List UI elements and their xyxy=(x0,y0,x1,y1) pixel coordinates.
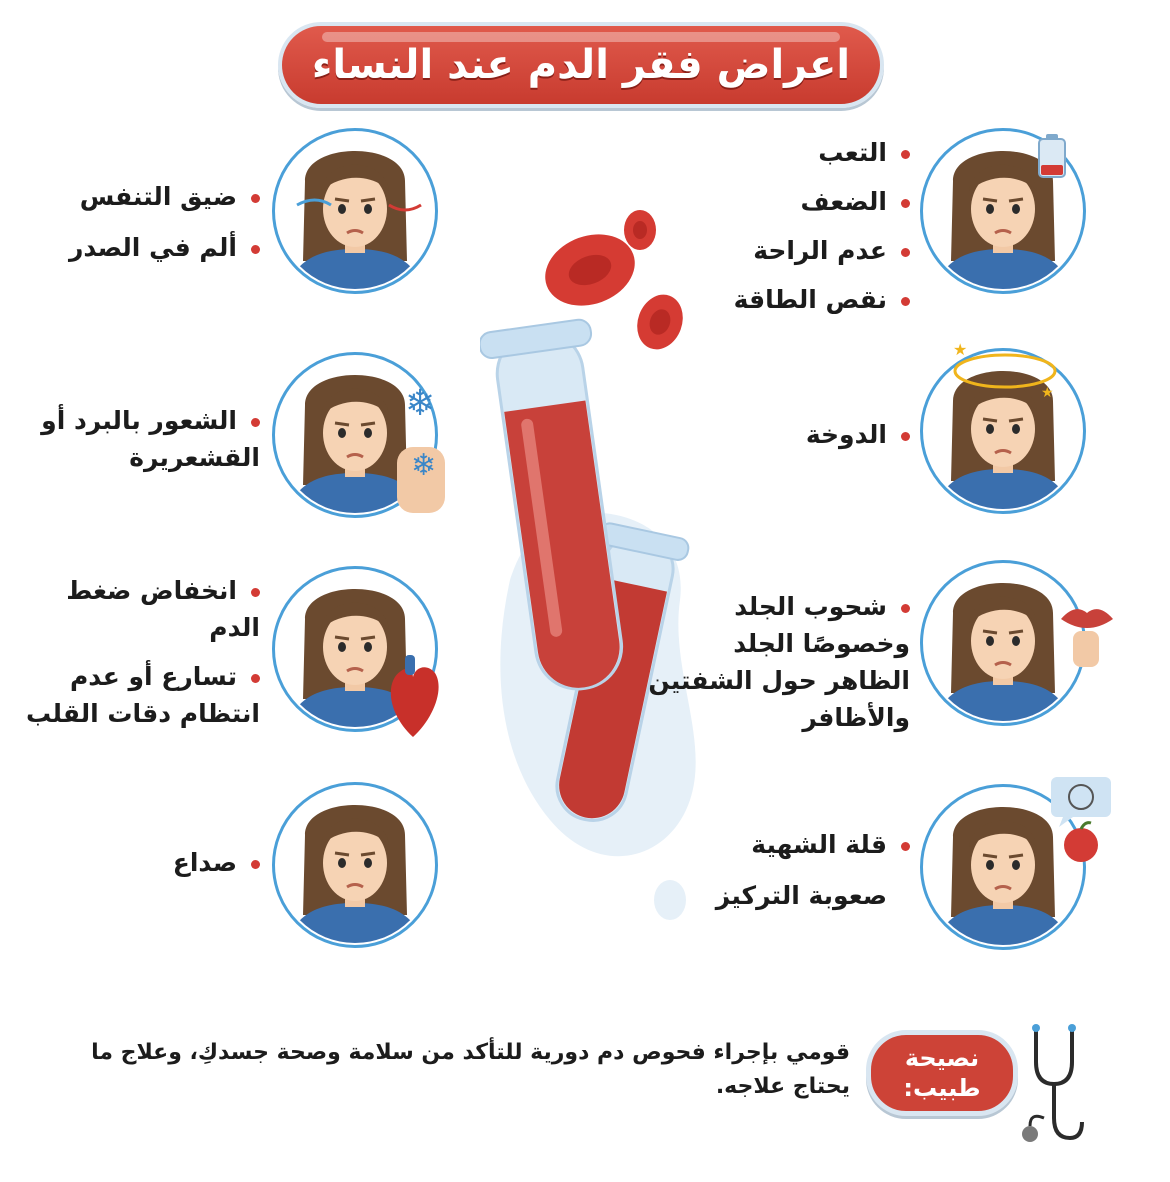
apple-icon xyxy=(1059,817,1103,865)
breath-arrows-icon xyxy=(295,191,425,221)
avatar-breath xyxy=(272,128,438,294)
symptom-item: قلة الشهية xyxy=(600,826,910,863)
symptom-item: شحوب الجلد وخصوصًا الجلد الظاهر حول الشفتين والأظافر xyxy=(648,592,910,732)
symptom-item: نقص الطاقة xyxy=(640,281,910,318)
avatar-pallor xyxy=(920,560,1086,726)
doctor-tip-text: قومي بإجراء فحوص دم دورية للتأكد من سلامة وصحة جسدكِ، وعلاج ما يحتاج علاجه. xyxy=(91,1040,850,1099)
symptom-item: ألم في الصدر xyxy=(20,229,260,266)
doctor-tip-badge: نصيحة طبيب: xyxy=(866,1030,1018,1116)
symptom-item: عدم الراحة xyxy=(640,232,910,269)
symptom-item: التعب xyxy=(640,134,910,171)
svg-text:❄: ❄ xyxy=(411,448,437,483)
symptom-item-plain: صعوبة التركيز xyxy=(715,881,887,910)
symptom-group-fatigue xyxy=(640,134,910,318)
symptom-group-dizziness xyxy=(640,416,910,453)
symptom-group-headache xyxy=(20,844,260,881)
symptom-item: انخفاض ضغط الدم xyxy=(66,576,260,642)
symptom-group-heart xyxy=(20,572,260,732)
avatar-cold xyxy=(272,352,438,518)
snowflake-icon xyxy=(387,377,467,517)
symptom-item: صداع xyxy=(20,844,260,881)
title-banner xyxy=(278,22,884,108)
symptom-group-breath xyxy=(20,178,260,266)
stethoscope-icon xyxy=(1020,1022,1090,1152)
lips-icon xyxy=(1057,601,1117,671)
avatar-dizziness xyxy=(920,341,1086,514)
heart-organ-icon xyxy=(383,653,443,743)
svg-text:❄: ❄ xyxy=(405,383,436,424)
avatar-headache xyxy=(272,782,438,948)
avatar-fatigue xyxy=(920,128,1086,294)
symptom-group-cold xyxy=(20,402,260,476)
svg-text:★: ★ xyxy=(1041,385,1054,401)
battery-icon xyxy=(1035,133,1069,179)
symptom-group-pallor xyxy=(640,588,910,736)
avatar-heart xyxy=(272,566,438,732)
symptom-item: الشعور بالبرد أو القشعريرة xyxy=(41,406,260,472)
page-title: اعراض فقر الدم عند النساء xyxy=(311,42,851,88)
dizzy-stars-icon xyxy=(949,341,1061,401)
symptom-item: تسارع أو عدم انتظام دقات القلب xyxy=(26,662,260,728)
svg-text:★: ★ xyxy=(953,341,968,359)
symptom-item: الدوخة xyxy=(640,416,910,453)
symptom-group-appetite xyxy=(600,826,910,914)
symptom-item: الضعف xyxy=(640,183,910,220)
avatar-appetite xyxy=(920,784,1086,950)
symptom-item: ضيق التنفس xyxy=(20,178,260,215)
